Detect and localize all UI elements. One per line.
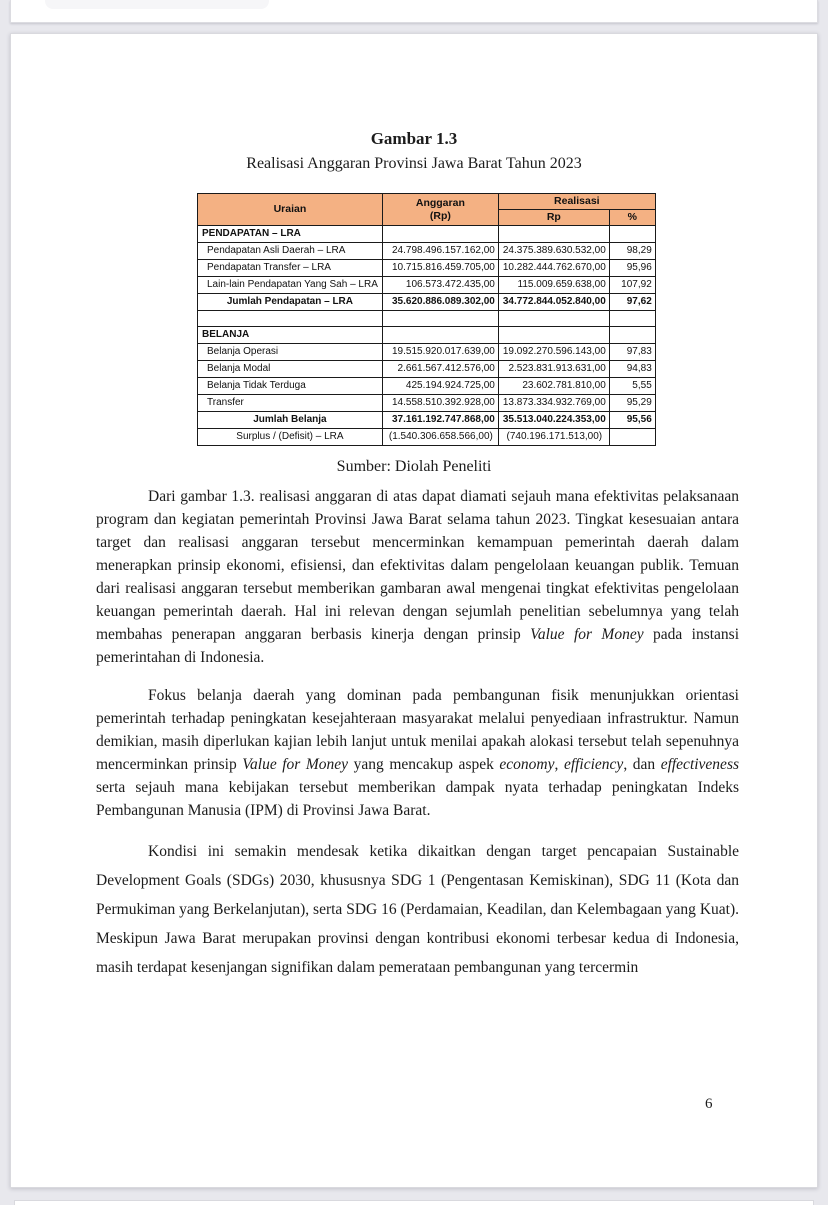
cell-anggaran: (1.540.306.658.566,00) (382, 429, 498, 446)
figure-title: Realisasi Anggaran Provinsi Jawa Barat Tahun 2023 (246, 155, 582, 172)
table-row (198, 311, 656, 327)
paragraph-3: Kondisi ini semakin mendesak ketika dikaitkan dengan target pencapaian Sustainable Development Goals (SDGs) 2030, khususnya SDG 1 (Pengentasan Kemiskinan), SDG 11 (Kota dan Permukiman yang Berkelanjutan), serta SDG 16 (Perdamaian, Keadilan, dan Kelembagaan yang Kuat). Meskipun Jawa Barat merupakan provinsi dengan kontribusi ekonomi terbesar kedua di Indonesia, masih terdapat kesenjangan signifikan dalam pemerataan pembangunan yang tercermin (96, 843, 739, 976)
cell-realisasi-rp: 35.513.040.224.353,00 (498, 412, 609, 429)
document-page (10, 33, 818, 1188)
paragraph-2: Fokus belanja daerah yang dominan pada pembangunan fisik menunjukkan orientasi pemerintah terhadap peningkatan kesejahteraan masyarakat melalui penyediaan infrastruktur. Namun demikian, masih diperlukan kajian lebih lanjut untuk menilai apakah alokasi tersebut telah sepenuhnya mencerminkan prinsip Value for Money yang mencakup aspek economy, efficiency, dan effectiveness serta sejauh mana kebijakan tersebut memberikan dampak nyata terhadap peningkatan Indeks Pembangunan Manusia (IPM) di Provinsi Jawa Barat. (96, 687, 740, 819)
table-row (198, 361, 656, 378)
table-row (198, 395, 656, 412)
cell-uraian: Jumlah Belanja (198, 412, 383, 429)
cell-realisasi-rp (498, 327, 609, 344)
cell-realisasi-pct: 97,83 (609, 344, 655, 361)
cell-realisasi-rp (498, 226, 609, 243)
cell-realisasi-rp: 10.282.444.762.670,00 (498, 260, 609, 277)
cell-realisasi-rp: (740.196.171.513,00) (498, 429, 609, 446)
cell-realisasi-rp: 34.772.844.052.840,00 (498, 294, 609, 311)
cell-uraian: BELANJA (198, 327, 383, 344)
cell-anggaran: 19.515.920.017.639,00 (382, 344, 498, 361)
cell-realisasi-pct: 95,29 (609, 395, 655, 412)
budget-realization-table (197, 193, 656, 446)
cell-uraian: Belanja Modal (198, 361, 383, 378)
header-anggaran-line2: (Rp) (429, 209, 451, 222)
table-row (198, 327, 656, 344)
cell-uraian: Belanja Tidak Terduga (198, 378, 383, 395)
cell-realisasi-pct (609, 429, 655, 446)
cell-uraian (198, 311, 383, 327)
previous-page-edge (10, 0, 818, 23)
header-realisasi-pct: % (609, 210, 655, 226)
next-page-edge (14, 1200, 814, 1205)
header-anggaran (382, 194, 498, 226)
cell-anggaran (382, 226, 498, 243)
cell-anggaran: 2.661.567.412.576,00 (382, 361, 498, 378)
table-source: Sumber: Diolah Peneliti (336, 458, 492, 475)
cell-realisasi-pct: 95,96 (609, 260, 655, 277)
cell-uraian: Belanja Operasi (198, 344, 383, 361)
cell-uraian: Jumlah Pendapatan – LRA (198, 294, 383, 311)
cell-realisasi-rp: 2.523.831.913.631,00 (498, 361, 609, 378)
cell-anggaran: 425.194.924.725,00 (382, 378, 498, 395)
cell-realisasi-rp: 24.375.389.630.532,00 (498, 243, 609, 260)
cell-uraian: PENDAPATAN – LRA (198, 226, 383, 243)
cell-anggaran: 37.161.192.747.868,00 (382, 412, 498, 429)
cell-uraian: Pendapatan Asli Daerah – LRA (198, 243, 383, 260)
cell-realisasi-rp: 19.092.270.596.143,00 (498, 344, 609, 361)
cell-realisasi-pct (609, 327, 655, 344)
cell-realisasi-pct: 95,56 (609, 412, 655, 429)
cell-anggaran: 10.715.816.459.705,00 (382, 260, 498, 277)
cell-realisasi-rp: 13.873.334.932.769,00 (498, 395, 609, 412)
table-row (198, 344, 656, 361)
cell-anggaran (382, 311, 498, 327)
cell-realisasi-pct (609, 311, 655, 327)
paragraph-1: Dari gambar 1.3. realisasi anggaran di atas dapat diamati sejauh mana efektivitas pelaksanaan program dan kegiatan pemerintah Provinsi Jawa Barat selama tahun 2023. Tingkat kesesuaian antara target dan realisasi anggaran tersebut mencerminkan kemampuan pemerintah daerah dalam menerapkan prinsip ekonomi, efisiensi, dan efektivitas dalam pengelolaan keuangan publik. Temuan dari realisasi anggaran tersebut memberikan gambaran awal mengenai tingkat efektivitas pengelolaan keuangan pemerintah daerah. Hal ini relevan dengan sejumlah penelitian sebelumnya yang telah membahas penerapan anggaran berbasis kinerja dengan prinsip Value for Money pada instansi pemerintahan di Indonesia. (96, 488, 740, 666)
cell-anggaran: 106.573.472.435,00 (382, 277, 498, 294)
cell-realisasi-rp: 23.602.781.810,00 (498, 378, 609, 395)
cell-anggaran (382, 327, 498, 344)
table-header (198, 194, 656, 226)
header-realisasi-rp: Rp (498, 210, 609, 226)
figure-label: Gambar 1.3 (370, 129, 458, 148)
header-realisasi: Realisasi (498, 194, 655, 210)
cell-uraian: Transfer (198, 395, 383, 412)
cell-uraian: Pendapatan Transfer – LRA (198, 260, 383, 277)
body-text (96, 485, 739, 997)
table-row (198, 429, 656, 446)
cell-anggaran: 35.620.886.089.302,00 (382, 294, 498, 311)
header-uraian: Uraian (198, 194, 383, 226)
cell-anggaran: 24.798.496.157.162,00 (382, 243, 498, 260)
cell-realisasi-pct: 98,29 (609, 243, 655, 260)
previous-page-artifact (45, 0, 269, 9)
cell-uraian: Lain-lain Pendapatan Yang Sah – LRA (198, 277, 383, 294)
cell-realisasi-rp: 115.009.659.638,00 (498, 277, 609, 294)
cell-anggaran: 14.558.510.392.928,00 (382, 395, 498, 412)
cell-realisasi-rp (498, 311, 609, 327)
table-row (198, 243, 656, 260)
cell-realisasi-pct: 97,62 (609, 294, 655, 311)
table-body (198, 226, 656, 446)
cell-realisasi-pct: 94,83 (609, 361, 655, 378)
cell-realisasi-pct (609, 226, 655, 243)
header-anggaran-line1: Anggaran (415, 196, 465, 209)
table-row (198, 294, 656, 311)
cell-realisasi-pct: 5,55 (609, 378, 655, 395)
table-row (198, 378, 656, 395)
table-row (198, 226, 656, 243)
cell-realisasi-pct: 107,92 (609, 277, 655, 294)
cell-uraian: Surplus / (Defisit) – LRA (198, 429, 383, 446)
page-number: 6 (705, 1096, 713, 1112)
table-row (198, 260, 656, 277)
table-row (198, 277, 656, 294)
table-row (198, 412, 656, 429)
